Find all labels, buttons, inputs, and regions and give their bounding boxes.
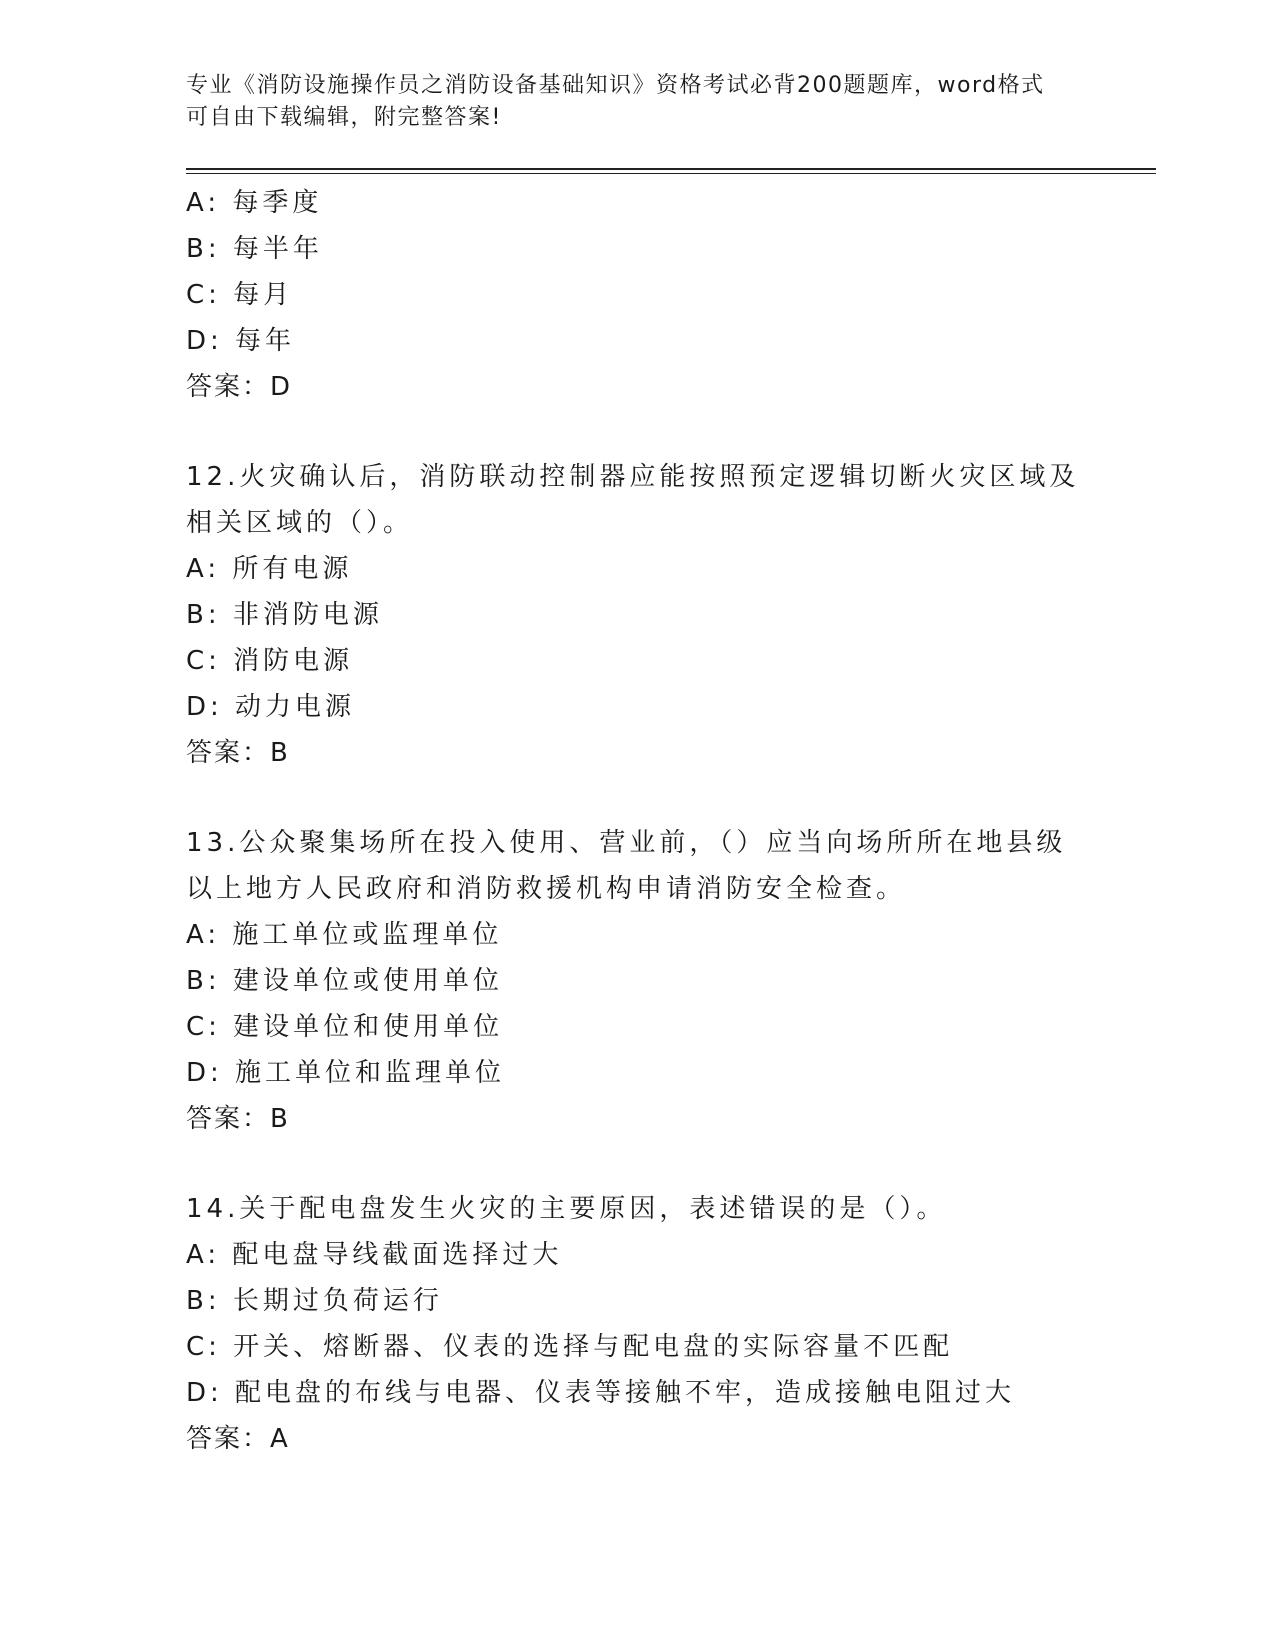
option-b: B: 建设单位或使用单位 bbox=[186, 966, 503, 996]
option-b: B: 长期过负荷运行 bbox=[186, 1286, 443, 1316]
question-12 bbox=[186, 454, 1146, 776]
answer-line bbox=[186, 364, 1146, 410]
answer-line bbox=[186, 730, 1146, 776]
option-c: C: 消防电源 bbox=[186, 646, 354, 676]
question-stem: 13.公众聚集场所在投入使用、营业前，（）应当向场所所在地县级以上地方人民政府和消防救援机构申请消防安全检查。 bbox=[186, 828, 1067, 904]
option-a: A: 施工单位或监理单位 bbox=[186, 920, 503, 950]
header-divider bbox=[186, 168, 1156, 174]
option-b: B: 非消防电源 bbox=[186, 600, 383, 630]
lead-question-block bbox=[186, 180, 1146, 410]
question-stem: 12.火灾确认后，消防联动控制器应能按照预定逻辑切断火灾区域及相关区域的（）。 bbox=[186, 462, 1080, 538]
answer-label: 答案： bbox=[186, 372, 271, 402]
answer-line bbox=[186, 1096, 1146, 1142]
option-b: B: 每半年 bbox=[186, 234, 323, 264]
option-a: A: 所有电源 bbox=[186, 554, 353, 584]
option-c: C: 开关、熔断器、仪表的选择与配电盘的实际容量不匹配 bbox=[186, 1332, 954, 1362]
option-a: A: 每季度 bbox=[186, 188, 323, 218]
question-13 bbox=[186, 820, 1146, 1142]
option-d: D: 每年 bbox=[186, 326, 296, 356]
answer-label: 答案： bbox=[186, 738, 271, 768]
option-d: D: 配电盘的布线与电器、仪表等接触不牢，造成接触电阻过大 bbox=[186, 1378, 1016, 1408]
answer-value: B bbox=[270, 738, 289, 768]
answer-line bbox=[186, 1416, 1146, 1462]
option-c: C: 每月 bbox=[186, 280, 294, 310]
option-a: A: 配电盘导线截面选择过大 bbox=[186, 1240, 563, 1270]
answer-value: D bbox=[270, 372, 292, 402]
document-page bbox=[186, 70, 1146, 1462]
question-stem: 14.关于配电盘发生火灾的主要原因，表述错误的是（）。 bbox=[186, 1194, 947, 1224]
option-c: C: 建设单位和使用单位 bbox=[186, 1012, 504, 1042]
question-14 bbox=[186, 1186, 1146, 1462]
answer-value: B bbox=[270, 1104, 289, 1134]
option-d: D: 施工单位和监理单位 bbox=[186, 1058, 506, 1088]
answer-value: A bbox=[270, 1424, 289, 1454]
answer-label: 答案： bbox=[186, 1104, 271, 1134]
document-intro: 专业《消防设施操作员之消防设备基础知识》资格考试必背200题题库，word格式可自由下载编辑，附完整答案! bbox=[186, 73, 1045, 130]
option-d: D: 动力电源 bbox=[186, 692, 356, 722]
answer-label: 答案： bbox=[186, 1424, 271, 1454]
